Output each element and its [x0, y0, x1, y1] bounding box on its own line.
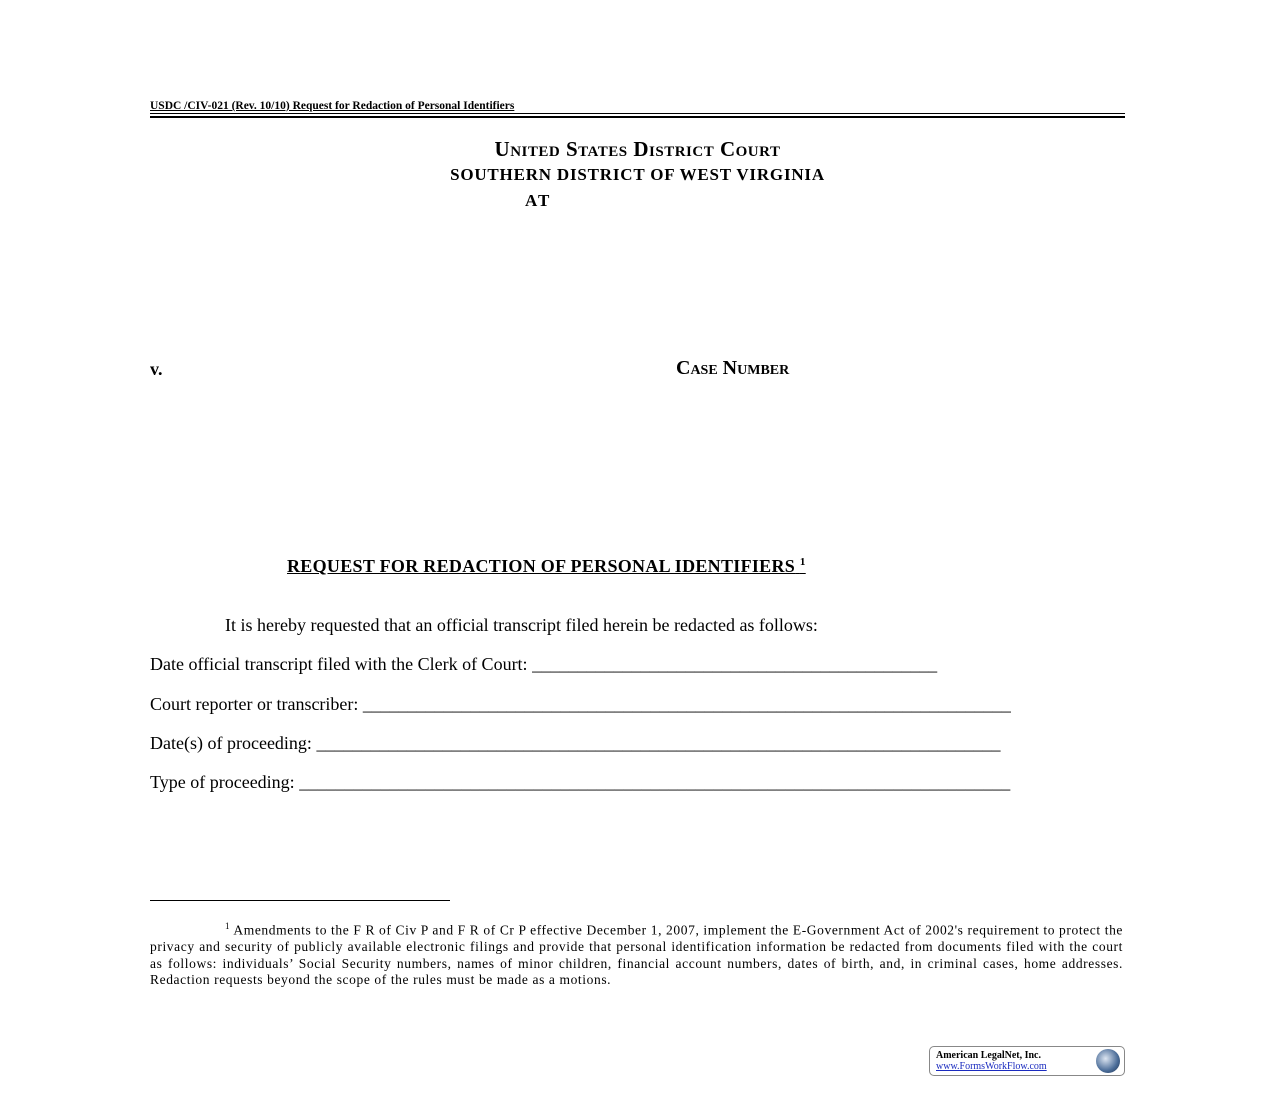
court-name: United States District Court: [494, 137, 781, 161]
field-label: Date official transcript filed with the Clerk of Court:: [150, 654, 528, 674]
field-label: Date(s) of proceeding:: [150, 733, 312, 753]
publisher-name: American LegalNet, Inc.: [936, 1050, 1041, 1061]
request-title: [287, 556, 806, 577]
globe-icon: [1096, 1049, 1120, 1073]
request-title-text: REQUEST FOR REDACTION OF PERSONAL IDENTIFIERS: [287, 556, 796, 576]
field-proceeding-type[interactable]: Type of proceeding: _______________________________________________________________________________: [150, 772, 1011, 792]
form-header: USDC /CIV-021 (Rev. 10/10) Request for Redaction of Personal Identifiers: [150, 100, 515, 112]
footnote-rule: [150, 900, 450, 901]
field-label: Type of proceeding:: [150, 772, 295, 792]
intro-text: It is hereby requested that an official transcript filed herein be redacted as follows:: [225, 615, 818, 635]
field-transcript-date[interactable]: Date official transcript filed with the Clerk of Court: _____________________________________________: [150, 654, 938, 674]
case-number-label: Case Number: [676, 357, 790, 379]
publisher-logo: [929, 1046, 1125, 1076]
field-proceeding-dates[interactable]: Date(s) of proceeding: ____________________________________________________________________________: [150, 733, 1001, 753]
footnote-marker: 1: [225, 921, 231, 931]
footnote-text: Amendments to the F R of Civ P and F R of Cr P effective December 1, 2007, implement the E-Government Act of 2002's requirement to protect the privacy and security of publicly available electronic filings and provide that personal identification information be redacted from documents filed with the court as follows: individuals’ Social Security numbers, names of minor children, financial account numbers, dates of birth, and, in criminal cases, home addresses. Redaction requests beyond the scope of the rules must be made as a motions.: [150, 922, 1124, 987]
publisher-link[interactable]: www.FormsWorkFlow.com: [936, 1061, 1047, 1072]
field-label: Court reporter or transcriber:: [150, 694, 359, 714]
header-rule-thick: [150, 116, 1125, 118]
footnote-ref: 1: [799, 556, 806, 568]
field-court-reporter[interactable]: Court reporter or transcriber: ________________________________________________________________________: [150, 694, 1011, 714]
footnote: [150, 918, 1123, 989]
court-location: AT: [525, 191, 552, 210]
district-name: SOUTHERN DISTRICT OF WEST VIRGINIA: [450, 165, 825, 184]
versus-label: v.: [150, 359, 163, 379]
header-rule: [150, 113, 1125, 114]
